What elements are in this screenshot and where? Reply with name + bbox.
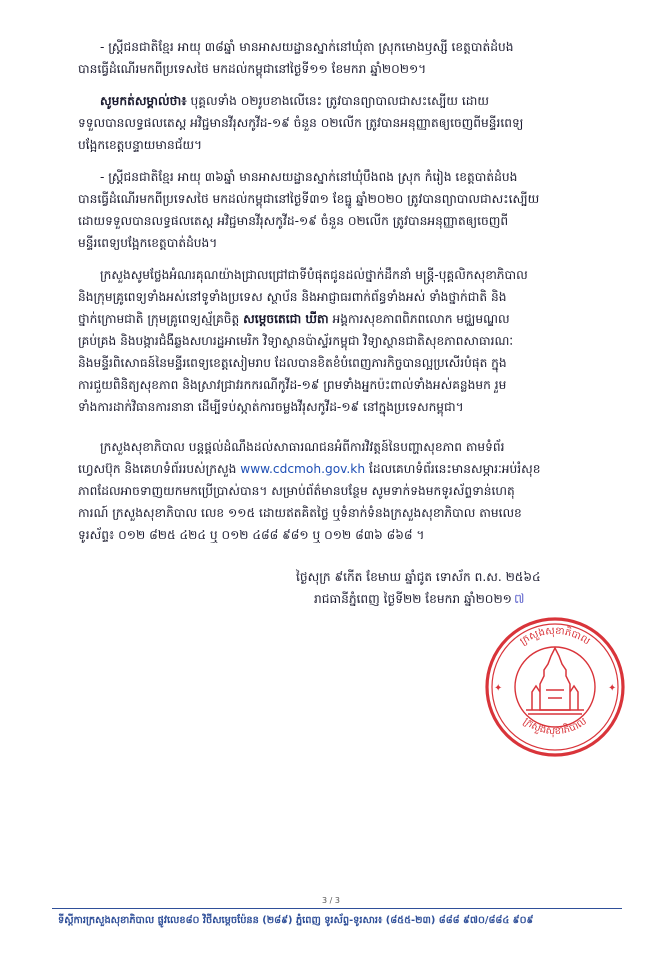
text-segment: ដែលគេហទំព័រនេះមានសម្ភារៈអប់រំសុខ bbox=[365, 462, 541, 476]
svg-text:✦: ✦ bbox=[494, 683, 503, 694]
thanks-paragraph-cont bbox=[78, 286, 628, 418]
text-line: មន្ទីរពេទ្យបង្អែកខេត្តបាត់ដំបង។ bbox=[78, 236, 218, 250]
text-line: ទទួលបានលទ្ធផលតេស្ត អវិជ្ជមានវីរុសកូវីដ-១៩ ចំនួន ០២លើក ត្រូវបានអនុញ្ញាតឲ្យចេញពីមន្ទីរពេទ្យ bbox=[78, 116, 524, 130]
case-paragraph-2-cont bbox=[78, 188, 628, 254]
note-paragraph bbox=[100, 90, 628, 112]
official-seal-icon bbox=[480, 612, 630, 762]
note-label: សូមកត់សម្គាល់ថា៖ bbox=[100, 94, 187, 108]
text-line: ភាពដែលអាចទាញយកមកប្រើប្រាស់បាន។ សម្រាប់ព័ត៌មានបន្ថែម សូមទាក់ទងមកទូរស័ព្ទទាន់ហេតុ bbox=[78, 484, 515, 498]
info-paragraph bbox=[100, 436, 628, 458]
text-line: គ្រប់គ្រង និងបង្ការជំងឺឆ្លងសហរដ្ឋអាមេរិក វិទ្យាស្ថានប៉ាស្ទ័រកម្ពុជា វិទ្យាស្ថានជាតិសុខភាពសាធារណៈ bbox=[78, 334, 514, 348]
case-paragraph-2 bbox=[100, 166, 628, 188]
text-line: និងក្រុមគ្រូពេទ្យទាំងអស់នៅទូទាំងប្រទេស ស្ថាប័ន និងអាជ្ញាធរពាក់ព័ន្ធទាំងអស់ ទាំងថ្នាក់ជាតិ និង bbox=[78, 290, 507, 304]
text-line: បានធ្វើដំណើរមកពីប្រទេសថៃ មកដល់កម្ពុជានៅថ្ងៃទី១១ ខែមករា ឆ្នាំ២០២១។ bbox=[78, 62, 427, 76]
text-line: បានធ្វើដំណើរមកពីប្រទេសថៃ មកដល់កម្ពុជានៅថ្ងៃទី៣១ ខែធ្នូ ឆ្នាំ២០២០ ត្រូវបានព្យាបាលជាសះស្បើយ bbox=[78, 192, 540, 206]
handwritten-mark: ៧ bbox=[513, 592, 525, 607]
text-segment: ថ្នាក់ក្រោមជាតិ ក្រុមគ្រូពេទ្យស្ម័គ្រចិត្ត bbox=[78, 312, 244, 326]
text-line: ក្រសួងសុខាភិបាល បន្តផ្តល់ដំណឹងដល់សាធារណជនអំពីការវិវត្តន៍នៃបញ្ហាសុខភាព តាមទំព័រ bbox=[100, 440, 505, 454]
svg-text:✦: ✦ bbox=[608, 683, 617, 694]
text-line: - ស្ត្រីជនជាតិខ្មែរ អាយុ ៣៨ឆ្នាំ មានអាសយដ្ឋានស្នាក់នៅឃុំតា ស្រុកមោងឫស្សី ខេត្តបាត់ដំបង bbox=[100, 40, 514, 54]
text-line: បង្អែកខេត្តបន្ទាយមានជ័យ។ bbox=[78, 138, 203, 152]
text-line: ការជួយពិនិត្យសុខភាព និងស្រាវជ្រាវរកករណីកូវីដ-១៩ ព្រមទាំងអ្នកប៉ះពាល់ទាំងអស់គន្លងមក រួម bbox=[78, 378, 507, 392]
lunar-date: ថ្ងៃសុក្រ ៩កើត ខែមាឃ ឆ្នាំជូត ទោស័ក ព.ស. ២៥៦៤ bbox=[296, 570, 541, 584]
seal-bottom-text: ក្រសួងសុខាភិបាល bbox=[521, 715, 589, 738]
note-paragraph-cont bbox=[78, 112, 628, 156]
gregorian-date bbox=[314, 588, 664, 611]
case-paragraph-1-cont bbox=[78, 58, 628, 80]
footer-address: ទីស្តីការក្រសួងសុខាភិបាល ផ្លូវលេខ៨០ វិថីសម្តេចប៉ែនន (២៨៩) ភ្នំពេញ ទូរស័ព្ទ-ទូរសារ៖ (៨៥៥-២៣) ៨៨៨ ៩៧០/៨៨៤ ៩០៩ bbox=[58, 915, 534, 926]
page-number: 3 / 3 bbox=[322, 896, 340, 905]
svg-text:ក្រសួងសុខាភិបាល bbox=[518, 625, 592, 648]
text-line bbox=[100, 90, 628, 112]
text-line bbox=[78, 458, 628, 480]
svg-text:ក្រសួងសុខាភិបាល bbox=[521, 716, 589, 739]
date-block-2 bbox=[314, 588, 664, 611]
text-line: - ស្ត្រីជនជាតិខ្មែរ អាយុ ៣៦ឆ្នាំ មានអាសយដ្ឋានស្នាក់នៅឃុំបឹងពង ស្រុក កំរៀង ខេត្តបាត់ដំបង bbox=[100, 170, 518, 184]
info-paragraph-cont bbox=[78, 458, 628, 546]
website-link[interactable]: www.cdcmoh.gov.kh bbox=[240, 462, 366, 476]
case-paragraph-1 bbox=[100, 36, 628, 58]
text-segment: ហ្វេសប៊ុក និងគេហទំព័ររបស់ក្រសួង bbox=[78, 462, 241, 476]
footer-divider bbox=[52, 908, 622, 909]
text-line: ដោយទទួលបានលទ្ធផលតេស្ត អវិជ្ជមានវីរុសកូវីដ-១៩ ចំនួន ០២លើក ត្រូវបានអនុញ្ញាតឲ្យចេញពី bbox=[78, 214, 509, 228]
highlighted-name: សម្តេចតេជោ ឃីតា bbox=[243, 312, 329, 326]
text-line: ទូរស័ព្ទ៖ ០១២ ៨២៥ ៤២៤ ឬ ០១២ ៤៨៨ ៩៨១ ឬ ០១២ ៨៣៦ ៨៦៨ ។ bbox=[78, 528, 425, 542]
date-block bbox=[296, 566, 646, 588]
text-line: ក្រសួងសូមថ្លែងអំណរគុណយ៉ាងជ្រាលជ្រៅជាទីបំផុតជូនដល់ថ្នាក់ដឹកនាំ មន្ត្រី-បុគ្គលិកសុខាភិបាល bbox=[100, 268, 528, 282]
note-text: បុគ្គលទាំង ០២រូបខាងលើនេះ ត្រូវបានព្យាបាលជាសះស្បើយ ដោយ bbox=[186, 94, 489, 108]
text-line bbox=[78, 308, 628, 330]
text-line: ទាំងការដាក់វិធានការនានា ដើម្បីទប់ស្កាត់ការចម្លងវីរុសកូវីដ-១៩ នៅក្នុងប្រទេសកម្ពុជា។ bbox=[78, 400, 464, 414]
date-text: រាជធានីភ្នំពេញ ថ្ងៃទី២២ ខែមករា ឆ្នាំ២០២១ bbox=[314, 592, 512, 606]
text-line: និងមន្ទីរពិសោធន៍នៃមន្ទីរពេទ្យខេត្តសៀមរាប ដែលបានខិតខំបំពេញភារកិច្ចបានល្អប្រសើរបំផុត ក្នុង bbox=[78, 356, 507, 370]
thanks-paragraph bbox=[100, 264, 628, 286]
text-segment: អង្គការសុខភាពពិភពលោក មជ្ឈមណ្ឌល bbox=[328, 312, 510, 326]
seal-top-text: ក្រសួងសុខាភិបាល bbox=[518, 625, 592, 648]
text-line: ការណ៍ ក្រសួងសុខាភិបាល លេខ ១១៥ ដោយឥតគិតថ្លៃ ឬទំនាក់ទំនងក្រសួងសុខាភិបាល តាមលេខ bbox=[78, 506, 522, 520]
